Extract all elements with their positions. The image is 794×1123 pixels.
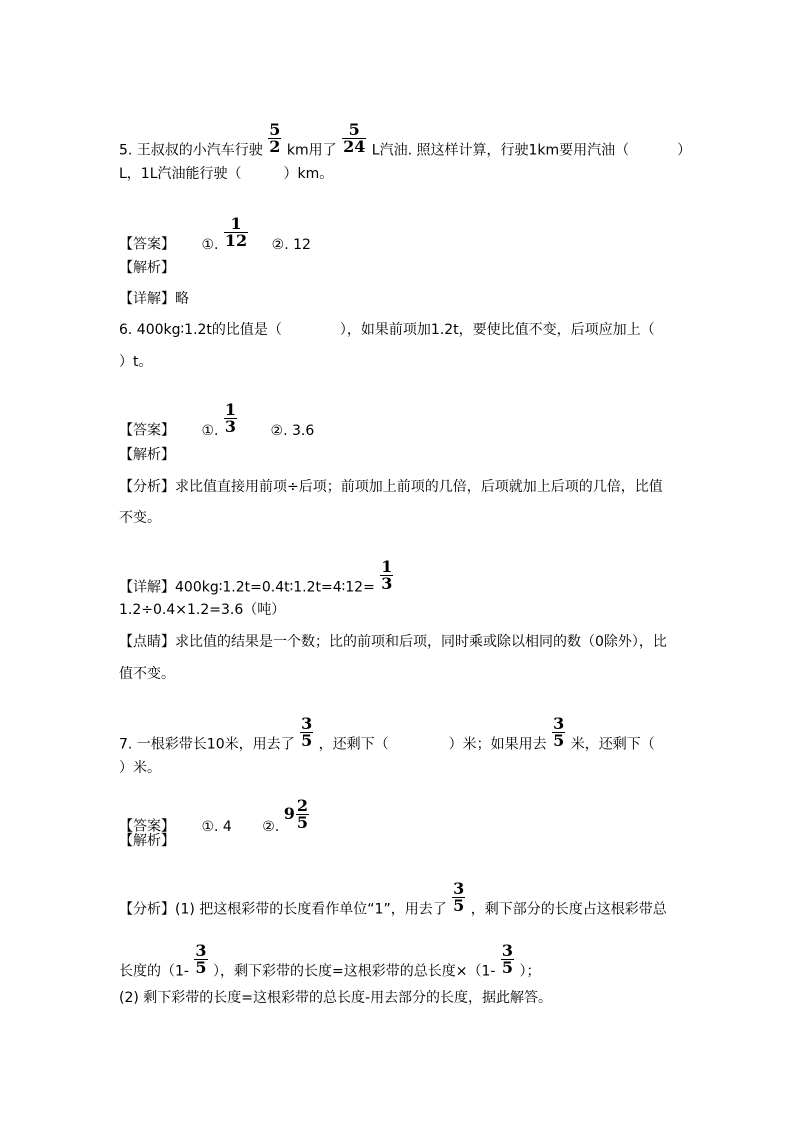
q7-answer-mixed-number xyxy=(284,798,310,831)
answer-label: 【答案】 xyxy=(119,422,175,439)
q7-analysis-text-a: 【分析】(1) 把这根彩带的长度看作单位“1”，用去了 xyxy=(119,901,447,918)
q5-text-a: 5. 王叔叔的小汽车行驶 xyxy=(119,142,263,159)
q7-analysis2-fraction-2: $\frac{3}{5}$ xyxy=(501,941,514,977)
q5-line2 xyxy=(119,166,333,182)
q7-text-d: 米，还剩下（ xyxy=(570,736,655,753)
q6-calculation: 1.2÷0.4×1.2=3.6（吨） xyxy=(119,602,286,618)
q5-line2-text: L，1L汽油能行驶（ xyxy=(119,166,242,182)
q5-fraction-1: $\frac{5}{2}$ xyxy=(269,120,281,156)
q7-line2: ）米。 xyxy=(119,760,161,776)
q7-fraction-2: $\frac{3}{5}$ xyxy=(553,714,565,750)
answer-2: ②. 3.6 xyxy=(270,422,315,439)
q7-analysis2-fraction-1: $\frac{3}{5}$ xyxy=(195,941,207,977)
q7-analysis-line3: (2) 剩下彩带的长度=这根彩带的总长度-用去部分的长度，据此解答。 xyxy=(119,990,553,1006)
q6-answer-fraction: $\frac{1}{3}$ xyxy=(224,400,237,436)
answer-label: 【答案】 xyxy=(119,236,175,253)
q5-text-b: km用了 xyxy=(286,142,337,159)
q6-answer xyxy=(119,400,315,447)
detail-text: 【详解】略 xyxy=(119,291,189,307)
q5-text-c: L汽油. 照这样计算，行驶1km要用汽油（ xyxy=(371,142,630,159)
q6-comment-line1: 【点睛】求比值的结果是一个数；比的前项和后项，同时乘或除以相同的数（0除外），比 xyxy=(119,634,667,650)
answer-2: ②. 12 xyxy=(271,236,311,253)
q5-text-d: ） xyxy=(677,142,692,159)
q7-analysis2-text-a: 长度的（1- xyxy=(119,963,189,980)
answer-1-marker: ①. xyxy=(201,236,219,253)
answer-2-marker: ②. xyxy=(262,818,280,835)
q6-line1 xyxy=(119,322,655,338)
q6-text-b: ），如果前项加1.2t，要使比值不变，后项应加上（ xyxy=(339,322,655,338)
analysis-label: 【解析】 xyxy=(119,260,175,276)
q7-analysis2-text-b: ），剩下彩带的长度=这根彩带的总长度×（1- xyxy=(213,963,496,980)
q6-detail-fraction: $\frac{1}{3}$ xyxy=(381,557,393,593)
q5-line1 xyxy=(119,120,692,167)
q6-line2: ）t。 xyxy=(119,354,153,370)
q7-analysis-fraction: $\frac{3}{5}$ xyxy=(453,879,465,915)
q7-analysis-line1 xyxy=(119,879,667,926)
q6-analysis-line1: 【分析】求比值直接用前项÷后项；前项加上前项的几倍，后项就加上后项的几倍，比值 xyxy=(119,479,663,495)
q6-text-a: 6. 400kg∶1.2t的比值是（ xyxy=(119,322,282,338)
answer-1: ①. 4 xyxy=(201,818,232,835)
q7-text-b: ，还剩下（ xyxy=(318,736,389,753)
q7-analysis2-text-c: ）； xyxy=(519,963,541,980)
q7-answer-whole: 9 xyxy=(283,804,295,823)
analysis-label: 【解析】 xyxy=(119,833,175,849)
q5-line2-text-b: ）km。 xyxy=(283,166,334,182)
q5-answer-fraction: $\frac{1}{12}$ xyxy=(224,214,248,250)
q6-comment-line2: 值不变。 xyxy=(119,666,175,682)
q7-answer-fraction: $\frac{2}{5}$ xyxy=(296,796,309,832)
answer-label: 【答案】 xyxy=(119,818,175,835)
q7-text-a: 7. 一根彩带长10米，用去了 xyxy=(119,736,295,753)
q7-analysis-text-b: ，剩下部分的长度占这根彩带总 xyxy=(470,901,667,918)
q7-line1 xyxy=(119,714,655,761)
q5-fraction-2: $\frac{5}{24}$ xyxy=(343,120,366,156)
answer-1-marker: ①. xyxy=(201,422,219,439)
q6-analysis-line2: 不变。 xyxy=(119,510,161,526)
q5-answer xyxy=(119,214,311,261)
q7-text-c: ）米；如果用去 xyxy=(448,736,547,753)
q7-fraction-1: $\frac{3}{5}$ xyxy=(301,714,313,750)
q6-detail-text: 【详解】400kg∶1.2t=0.4t∶1.2t=4∶12= xyxy=(119,579,375,596)
analysis-label: 【解析】 xyxy=(119,447,175,463)
q7-analysis-line2 xyxy=(119,941,541,988)
q6-detail xyxy=(119,557,394,604)
